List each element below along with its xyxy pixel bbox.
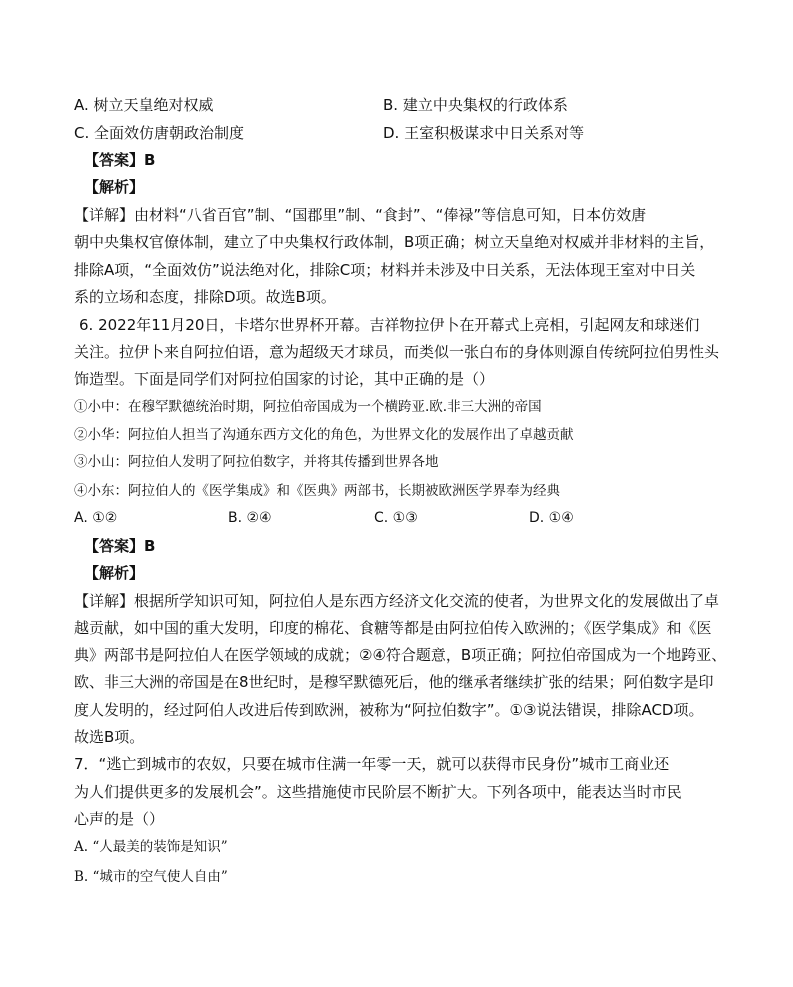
q6-stem-line: 6. 2022年11月20日，卡塔尔世界杯开幕。吉祥物拉伊卜在开幕式上亮相，引起网友和球迷们 (79, 316, 700, 334)
q7-stem-line: 心声的是（） (74, 810, 165, 828)
q6-analysis-label: 【解析】 (84, 564, 145, 582)
q6-stem-line: 饰造型。下面是同学们对阿拉伯国家的讨论，其中正确的是（） (74, 370, 495, 388)
q6-detail-line: 欧、非三大洲的帝国是在8世纪时，是穆罕默德死后，他的继承者继续扩张的结果；阿伯数字是印 (74, 673, 714, 691)
q5-option-c: C. 全面效仿唐朝政治制度 (74, 124, 245, 142)
q6-detail-line: 典》两部书是阿拉伯人在医学领域的成就；②④符合题意，B项正确；阿拉伯帝国成为一个地跨亚、 (74, 646, 727, 664)
q6-option-a: A. ①② (74, 510, 118, 526)
q7-stem-line: 为人们提供更多的发展机会”。这些措施使市民阶层不断扩大。下列各项中，能表达当时市民 (74, 783, 682, 801)
q6-statement-3: ③小山：阿拉伯人发明了阿拉伯数字，并将其传播到世界各地 (74, 454, 439, 470)
q5-analysis-label: 【解析】 (84, 178, 145, 196)
q6-detail-line: 故选B项。 (74, 728, 145, 746)
q7-option-a: A. “人最美的装饰是知识” (74, 839, 228, 855)
q6-option-c: C. ①③ (374, 510, 418, 526)
q5-option-d: D. 王室积极谋求中日关系对等 (383, 124, 585, 142)
q6-detail-line: 度人发明的，经过阿伯人改进后传到欧洲，被称为“阿拉伯数字”。①③说法错误，排除ACD项。 (74, 701, 704, 719)
q5-detail-line: 【详解】由材料“八省百官”制、“国郡里”制、“食封”、“俸禄”等信息可知，日本仿效唐 (74, 206, 647, 224)
q5-detail-line: 排除A项，“全面效仿”说法绝对化，排除C项；材料并未涉及中日关系，无法体现王室对中日关 (74, 261, 696, 279)
q7-stem-line: 7．“逃亡到城市的农奴，只要在城市住满一年零一天，就可以获得市民身份”城市工商业还 (74, 755, 670, 773)
q6-statement-4: ④小东：阿拉伯人的《医学集成》和《医典》两部书，长期被欧洲医学界奉为经典 (74, 483, 560, 499)
q5-answer: 【答案】B (84, 151, 156, 169)
q6-statement-2: ②小华：阿拉伯人担当了沟通东西方文化的角色，为世界文化的发展作出了卓越贡献 (74, 427, 574, 443)
q6-answer: 【答案】B (84, 537, 156, 555)
q6-stem-line: 关注。拉伊卜来自阿拉伯语，意为超级天才球员，而类似一张白布的身体则源自传统阿拉伯男性头 (74, 343, 720, 361)
q6-detail-line: 越贡献，如中国的重大发明，印度的棉花、食糖等都是由阿拉伯传入欧洲的；《医学集成》和《医 (74, 619, 712, 637)
q6-statement-1: ①小中：在穆罕默德统治时期，阿拉伯帝国成为一个横跨亚.欧.非三大洲的帝国 (74, 399, 542, 415)
q5-detail-line: 系的立场和态度，排除D项。故选B项。 (74, 288, 336, 306)
q5-option-b: B. 建立中央集权的行政体系 (383, 96, 568, 114)
q7-option-b: B. “城市的空气使人自由” (74, 869, 228, 885)
q5-option-a: A. 树立天皇绝对权威 (74, 96, 214, 114)
q5-detail-line: 朝中央集权官僚体制，建立了中央集权行政体制，B项正确；树立天皇绝对权威并非材料的主旨， (74, 233, 715, 251)
q6-option-b: B. ②④ (228, 510, 272, 526)
q6-option-d: D. ①④ (529, 510, 574, 526)
q6-detail-line: 【详解】根据所学知识可知，阿拉伯人是东西方经济文化交流的使者，为世界文化的发展做出了卓 (74, 592, 720, 610)
